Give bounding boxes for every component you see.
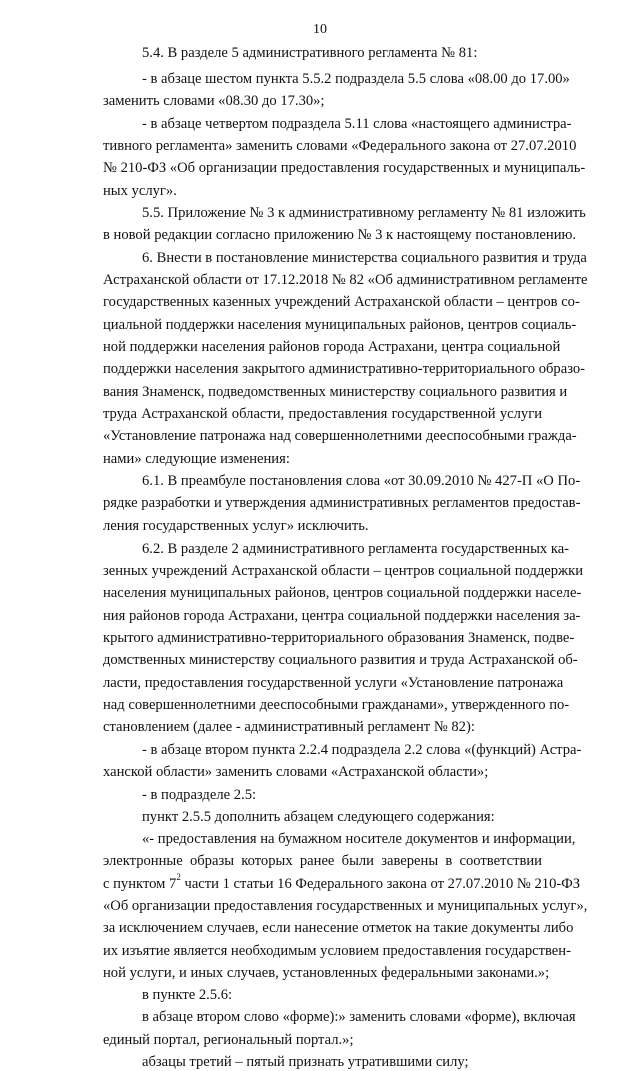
text-line: 6.2. В разделе 2 административного регламента государственных ка- <box>142 541 570 557</box>
text-line: ления государственных услуг» исключить. <box>103 518 369 534</box>
text-line: 6.1. В преамбуле постановления слова «от 30.09.2010 № 427-П «О По- <box>142 473 581 489</box>
text-line: в пункте 2.5.6: <box>142 987 233 1004</box>
text-line: заменить словами «08.30 до 17.30»; <box>103 93 325 109</box>
text-line: за исключением случаев, если нанесение отметок на такие документы либо <box>103 920 574 937</box>
text-line: ной поддержки населения районов города Астрахани, центра социальной <box>103 339 561 355</box>
text-line: нами» следующие изменения: <box>103 451 290 467</box>
text-line: № 210-ФЗ «Об организации предоставления государственных и муниципаль- <box>103 160 586 176</box>
text-line: над совершеннолетними дееспособными гражданами», утвержденного по- <box>103 697 570 713</box>
text-line: - в абзаце четвертом подраздела 5.11 слова «настоящего администра- <box>142 116 572 132</box>
text-line: ных услуг». <box>103 183 177 199</box>
text-line: ласти, предоставления государственной услуги «Установление патронажа <box>103 675 564 691</box>
text-line-segment: части 1 статьи 16 Федерального закона от 27.07.2010 № 210-ФЗ <box>180 875 581 892</box>
text-line: в новой редакции согласно приложению № 3 к настоящему постановлению. <box>103 227 577 243</box>
text-line: Астраханской области от 17.12.2018 № 82 «Об административном регламенте <box>103 272 588 288</box>
page-number: 10 <box>313 22 327 37</box>
text-line: рядке разработки и утверждения административных регламентов предостав- <box>103 495 581 511</box>
text-line: 5.4. В разделе 5 административного регламента № 81: <box>142 45 478 61</box>
text-line: ной услуги, и иных случаев, установленных федеральными законами.»; <box>103 964 550 981</box>
text-line: в абзаце втором слово «форме):» заменить словами «форме), включая <box>142 1009 576 1026</box>
text-line: населения муниципальных районов, центров социальной поддержки населе- <box>103 585 582 601</box>
text-line: единый портал, региональный портал.»; <box>103 1031 354 1048</box>
text-line: электронные образы которых ранее были заверены в соответствии <box>103 853 542 870</box>
text-line: ханской области» заменить словами «Астраханской области»; <box>103 764 489 780</box>
text-line: труда Астраханской области, предоставления государственной услуги <box>103 406 542 422</box>
text-line: «Установление патронажа над совершеннолетними дееспособными гражда- <box>103 428 577 444</box>
text-line: - в подразделе 2.5: <box>142 787 257 803</box>
text-line: государственных казенных учреждений Астраханской области – центров со- <box>103 294 580 310</box>
text-line: - в абзаце шестом пункта 5.5.2 подраздела 5.5 слова «08.00 до 17.00» <box>142 71 570 87</box>
superscript: 2 <box>176 871 181 882</box>
text-line: их изъятие является необходимым условием предоставления государствен- <box>103 942 571 959</box>
text-line: циальной поддержки населения муниципальных районов, центров социаль- <box>103 317 577 333</box>
text-line: становлением (далее - административный регламент № 82): <box>103 719 475 735</box>
text-line: вания Знаменск, подведомственных министерству социального развития и <box>103 384 568 400</box>
text-line: «- предоставления на бумажном носителе документов и информации, <box>142 831 576 847</box>
text-line: тивного регламента» заменить словами «Федерального закона от 27.07.2010 <box>103 138 577 154</box>
text-line: поддержки населения закрытого административно-территориального образо- <box>103 361 586 377</box>
text-line-segment: с пунктом 7 <box>103 875 177 892</box>
text-line <box>103 871 581 893</box>
text-line: домственных министерству социального развития и труда Астраханской об- <box>103 652 578 668</box>
text-line: пункт 2.5.5 дополнить абзацем следующего содержания: <box>142 809 495 825</box>
text-line: абзацы третий – пятый признать утратившими силу; <box>142 1054 469 1070</box>
text-line: ния районов города Астрахани, центра социальной поддержки населения за- <box>103 608 581 624</box>
text-line: крытого административно-территориального образования Знаменск, подве- <box>103 630 575 646</box>
text-line: - в абзаце втором пункта 2.2.4 подраздела 2.2 слова «(функций) Астра- <box>142 742 582 758</box>
text-line: 6. Внести в постановление министерства социального развития и труда <box>142 250 587 266</box>
text-line: зенных учреждений Астраханской области – центров социальной поддержки <box>103 563 584 579</box>
text-line: «Об организации предоставления государственных и муниципальных услуг», <box>103 897 588 914</box>
text-line: 5.5. Приложение № 3 к административному регламенту № 81 изложить <box>142 205 586 221</box>
